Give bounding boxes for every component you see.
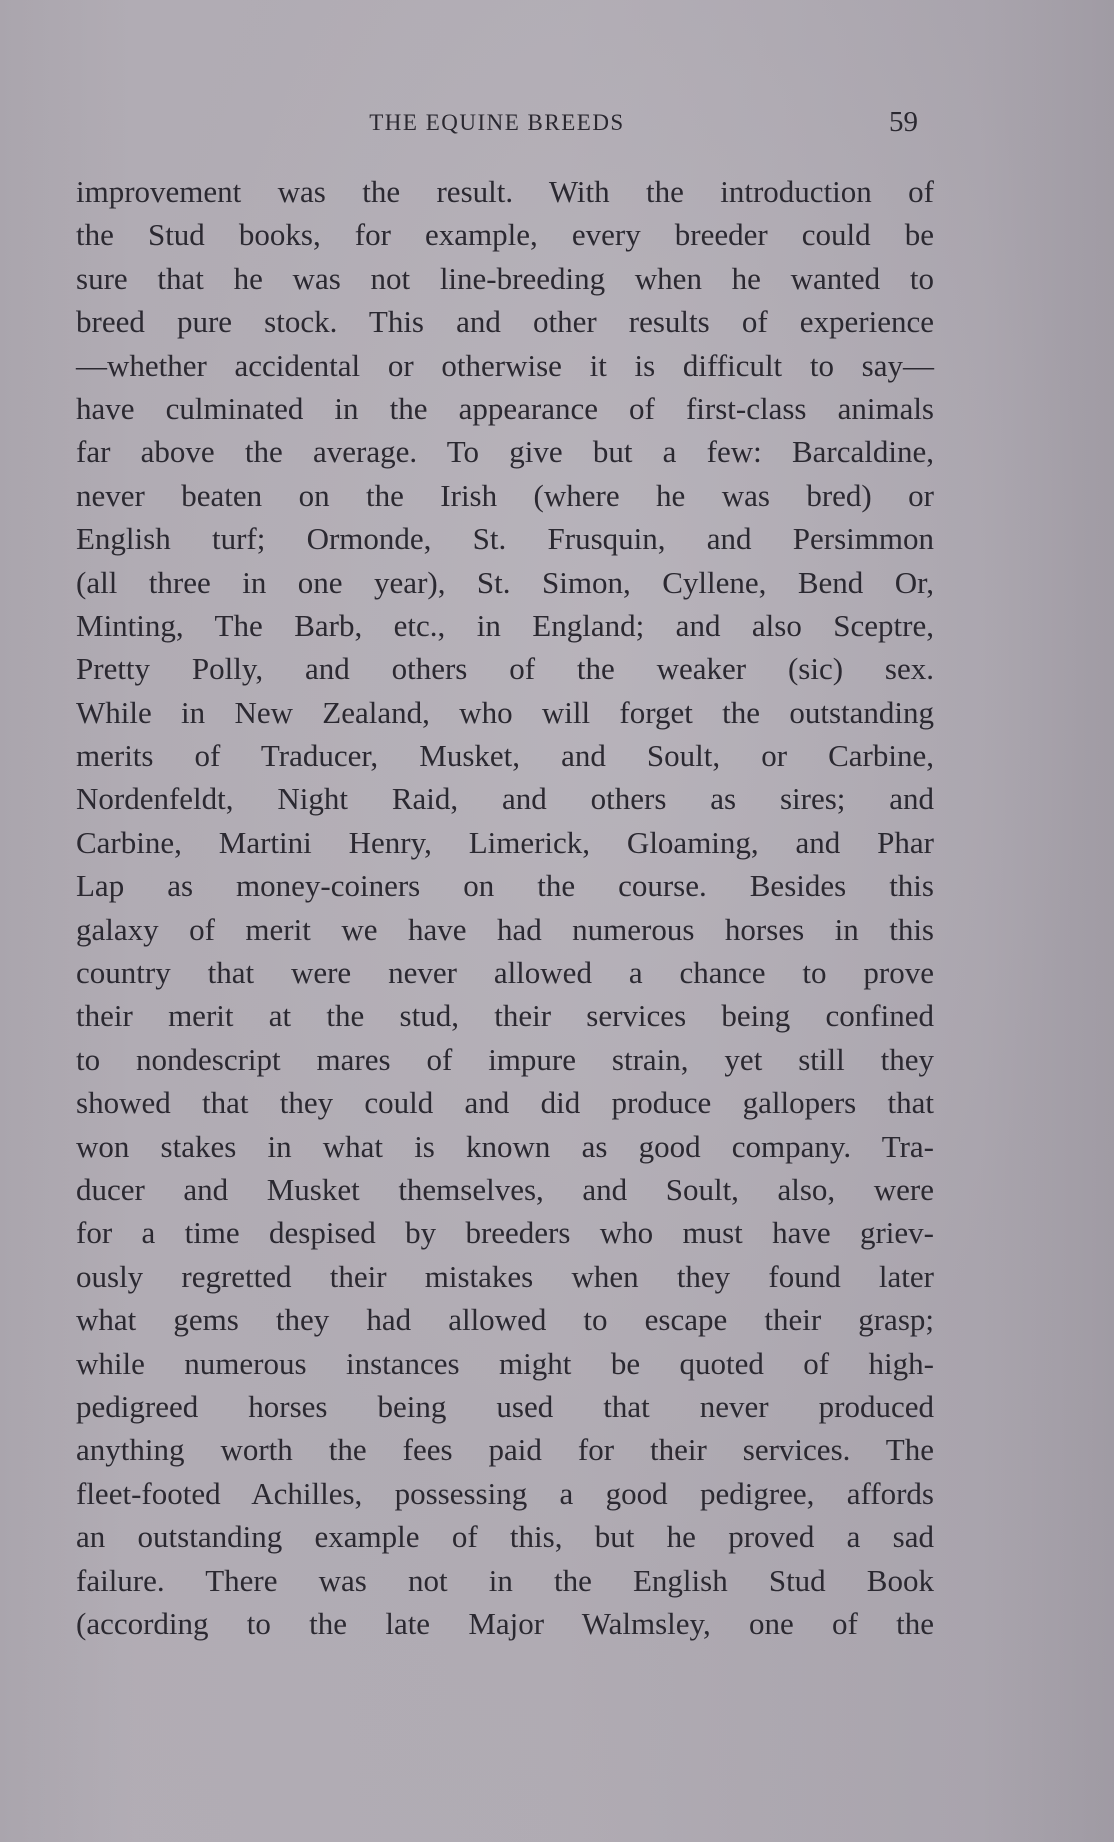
text-line: Pretty Polly, and others of the weaker (sic) sex. (76, 651, 934, 687)
text-line: While in New Zealand, who will forget the outstanding (76, 694, 934, 730)
text-line: sure that he was not line-breeding when he wanted to (76, 260, 934, 296)
text-line: Carbine, Martini Henry, Limerick, Gloaming, and Phar (76, 824, 934, 860)
text-line: country that were never allowed a chance to prove (76, 955, 934, 991)
text-line: improvement was the result. With the introduction of (76, 174, 934, 209)
chapter-title: THE EQUINE BREEDS (369, 110, 625, 135)
text-line: the Stud books, for example, every breeder could be (76, 217, 934, 253)
text-line: galaxy of merit we have had numerous horses in this (76, 911, 934, 947)
running-head (76, 106, 918, 146)
text-line: Nordenfeldt, Night Raid, and others as sires; and (76, 781, 934, 817)
text-line: while numerous instances might be quoted of high- (76, 1345, 934, 1381)
text-line: far above the average. To give but a few: Barcaldine, (76, 434, 934, 470)
body-text (76, 170, 934, 1645)
text-line: to nondescript mares of impure strain, yet still they (76, 1041, 934, 1077)
text-line: pedigreed horses being used that never produced (76, 1388, 934, 1424)
text-line: anything worth the fees paid for their services. The (76, 1432, 934, 1468)
text-line: showed that they could and did produce gallopers that (76, 1085, 934, 1121)
text-line: have culminated in the appearance of first-class animals (76, 390, 934, 426)
text-line: Minting, The Barb, etc., in England; and also Sceptre, (76, 607, 934, 643)
text-line: never beaten on the Irish (where he was bred) or (76, 477, 934, 513)
text-line: an outstanding example of this, but he proved a sad (76, 1519, 934, 1555)
text-line: what gems they had allowed to escape their grasp; (76, 1302, 934, 1338)
text-line: their merit at the stud, their services being confined (76, 998, 934, 1034)
text-line: Lap as money-coiners on the course. Besides this (76, 868, 934, 904)
text-line: for a time despised by breeders who must have griev- (76, 1215, 934, 1251)
text-line: won stakes in what is known as good company. Tra- (76, 1128, 934, 1164)
text-line: ously regretted their mistakes when they found later (76, 1258, 934, 1294)
text-line: ducer and Musket themselves, and Soult, also, were (76, 1171, 934, 1207)
page-number: 59 (889, 106, 918, 138)
text-line: merits of Traducer, Musket, and Soult, or Carbine, (76, 738, 934, 774)
text-line: —whether accidental or otherwise it is difficult to say— (76, 347, 934, 383)
text-line: English turf; Ormonde, St. Frusquin, and Persimmon (76, 521, 934, 557)
text-line: breed pure stock. This and other results of experience (76, 304, 934, 340)
text-line: fleet-footed Achilles, possessing a good pedigree, affords (76, 1475, 934, 1511)
text-line: (according to the late Major Walmsley, one of the (76, 1605, 934, 1641)
text-line: failure. There was not in the English Stud Book (76, 1562, 934, 1598)
text-line: (all three in one year), St. Simon, Cyllene, Bend Or, (76, 564, 934, 600)
